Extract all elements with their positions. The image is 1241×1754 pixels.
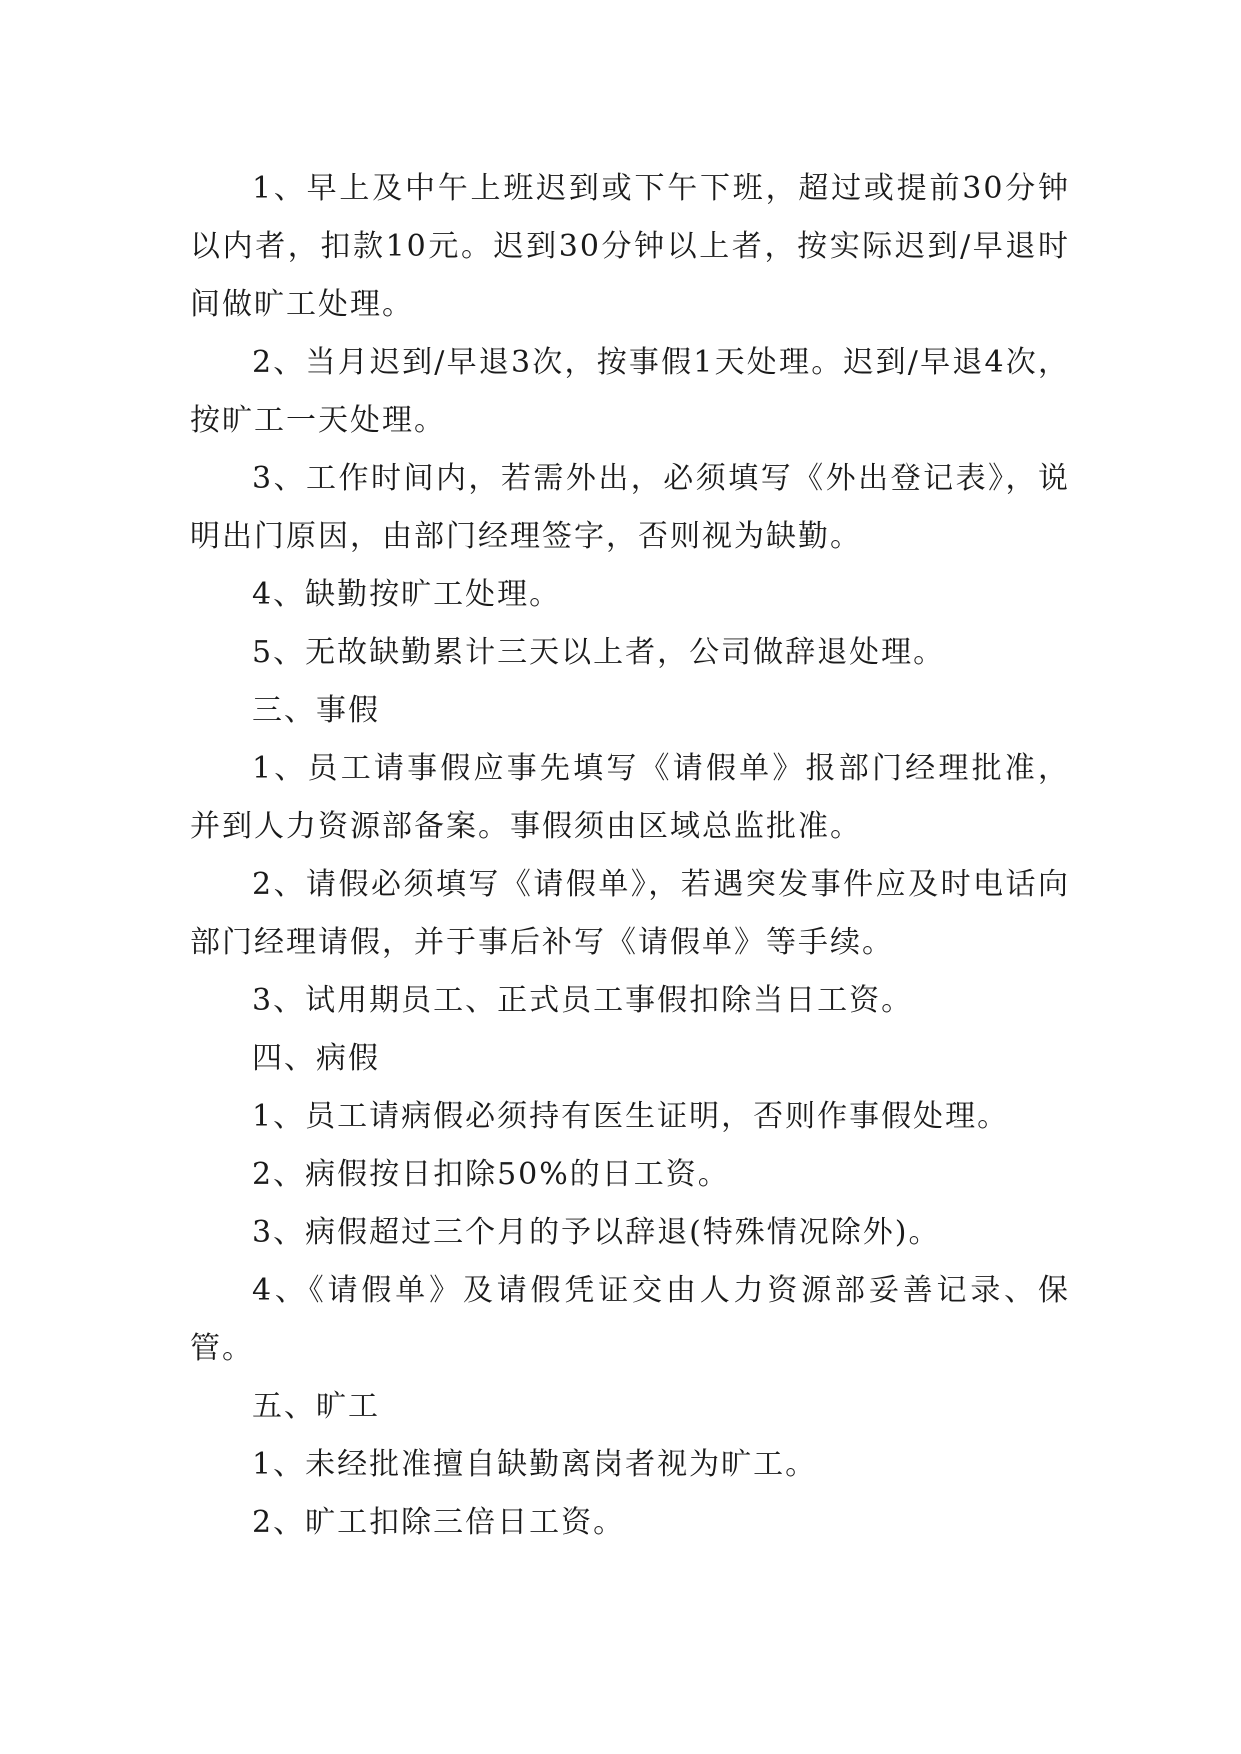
paragraph-3: 3、工作时间内，若需外出，必须填写《外出登记表》，说明出门原因，由部门经理签字，否则视为缺勤。	[190, 461, 1070, 554]
paragraph-14: 2、旷工扣除三倍日工资。	[252, 1505, 626, 1540]
paragraph-9: 1、员工请病假必须持有医生证明，否则作事假处理。	[252, 1099, 1010, 1134]
paragraph-10: 2、病假按日扣除50%的日工资。	[252, 1157, 730, 1192]
paragraph-2: 2、当月迟到/早退3次，按事假1天处理。迟到/早退4次，按旷工一天处理。	[190, 345, 1070, 438]
paragraph-6: 1、员工请事假应事先填写《请假单》报部门经理批准，并到人力资源部备案。事假须由区域总监批准。	[190, 751, 1070, 844]
paragraph-5: 5、无故缺勤累计三天以上者，公司做辞退处理。	[252, 635, 946, 670]
document-body	[190, 160, 1070, 1552]
paragraph-13: 1、未经批准擅自缺勤离岗者视为旷工。	[252, 1447, 818, 1482]
section-heading-sick-leave: 四、病假	[252, 1041, 380, 1076]
section-heading-personal-leave: 三、事假	[252, 693, 380, 728]
paragraph-12: 4、《请假单》及请假凭证交由人力资源部妥善记录、保管。	[190, 1273, 1070, 1366]
paragraph-4: 4、缺勤按旷工处理。	[252, 577, 562, 612]
section-heading-absenteeism: 五、旷工	[252, 1389, 380, 1424]
paragraph-11: 3、病假超过三个月的予以辞退(特殊情况除外)。	[252, 1215, 941, 1250]
paragraph-1: 1、早上及中午上班迟到或下午下班，超过或提前30分钟以内者，扣款10元。迟到30分钟以上者，按实际迟到/早退时间做旷工处理。	[190, 171, 1070, 322]
paragraph-7: 2、请假必须填写《请假单》，若遇突发事件应及时电话向部门经理请假，并于事后补写《请假单》等手续。	[190, 867, 1070, 960]
paragraph-8: 3、试用期员工、正式员工事假扣除当日工资。	[252, 983, 914, 1018]
